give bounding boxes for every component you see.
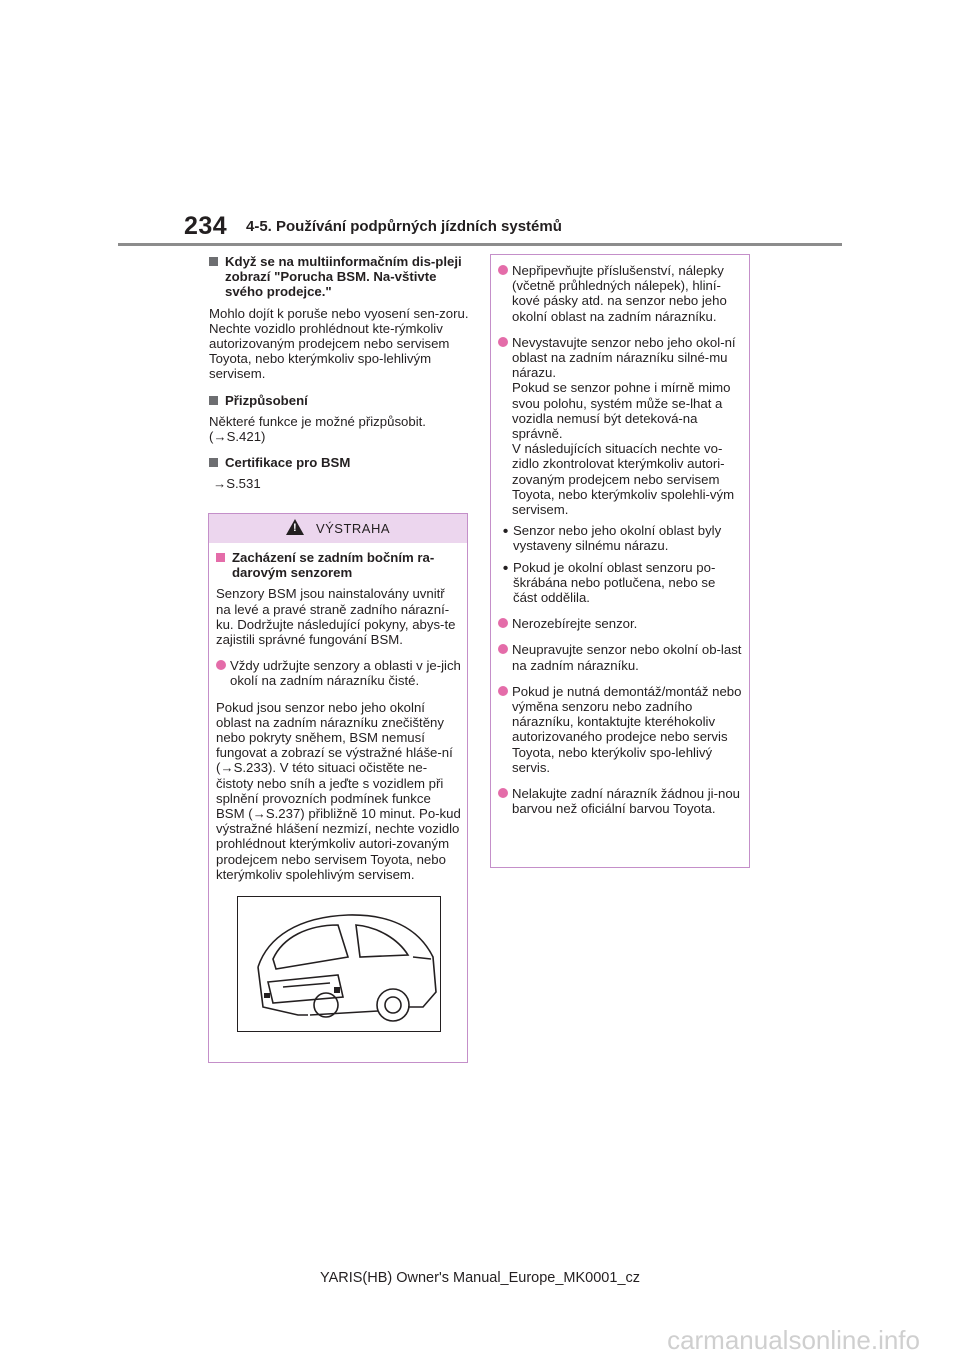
paragraph: Senzory BSM jsou nainstalovány uvnitř na levé a pravé straně zadního nárazní-ku. Dodržujte následující pokyny, abys-te zajistili správné fungování BSM. xyxy=(216,586,456,648)
bullet-item xyxy=(498,786,743,816)
dot-bullet-icon xyxy=(498,644,508,654)
heading-text: Přizpůsobení xyxy=(225,392,308,408)
paragraph: Pokud jsou senzor nebo jeho okolní oblast na zadním nárazníku znečištěny nebo pokryty sněhem, BSM nemusí fungovat a zobrazí se výstražné hláše-ní (→S.233). V této situaci očistěte ne-čistoty nebo sníh a jeďte s vozidlem při splnění provozních podmínek funkce BSM (→S.237) přibližně 10 minut. Po-kud výstražné hlášení nezmizí, nechte vozidlo prohlédnout kterýmkoliv autori-zovaným prodejcem nebo servisem Toyota, nebo kterýmkoliv spolehlivým servisem. xyxy=(216,699,461,882)
bullet-text: Vždy udržujte senzory a oblasti v je-jich okolí na zadním nárazníku čisté. xyxy=(230,658,461,689)
dot-bullet-icon xyxy=(498,686,508,696)
dash-item xyxy=(498,560,743,606)
bullet-text: Pokud je nutná demontáž/montáž nebo výměna senzoru nebo zadního nárazníku, kontaktujte kteréhokoliv autorizovaného prodejce nebo servis Toyota, nebo kterýkoliv spo-lehlivý servis. xyxy=(512,683,742,775)
bullet-item xyxy=(498,263,743,324)
warning-box xyxy=(208,513,468,1063)
bullet-text: Nevystavujte senzor nebo jeho okol-ní oblast na zadním nárazníku silné-mu nárazu. xyxy=(512,334,736,381)
warning-title: VÝSTRAHA xyxy=(315,521,391,536)
dash-text: Pokud je okolní oblast senzoru po-škrábána nebo potlučena, nebo se část oddělila. xyxy=(513,559,716,606)
square-bullet-icon xyxy=(209,458,218,467)
dash-bullet: • xyxy=(502,559,509,577)
bullet-text: Nerozebírejte senzor. xyxy=(512,616,638,632)
warning-box-continued xyxy=(490,254,750,868)
bullet-text: Neupravujte senzor nebo okolní ob-last na zadním nárazníku. xyxy=(512,642,742,673)
bullet-text: Nepřipevňujte příslušenství, nálepky (včetně průhledných nálepek), hliní-kové pásky atd. na senzor nebo jeho okolní oblast na zadním nárazníku. xyxy=(512,263,727,324)
heading-certification xyxy=(209,455,469,470)
dash-item xyxy=(498,523,743,553)
warning-triangle-icon: ! xyxy=(286,519,304,535)
dash-bullet: • xyxy=(502,523,509,541)
header-rule xyxy=(118,243,842,246)
heading-text: Když se na multiinformačním dis-pleji zobrazí "Porucha BSM. Na-vštivte svého prodejce." xyxy=(225,254,462,300)
footer-text: YARIS(HB) Owner's Manual_Europe_MK0001_cz xyxy=(319,1270,641,1286)
section-title: 4-5. Používání podpůrných jízdních systémů xyxy=(246,218,562,235)
warning-heading xyxy=(216,550,461,580)
car-rear-illustration xyxy=(237,896,441,1032)
dot-bullet-icon xyxy=(216,660,226,670)
watermark: carmanualsonline.info xyxy=(667,1325,920,1355)
bullet-item xyxy=(498,684,743,775)
bullet-text: V následujících situacích nechte vo-zidlo zkontrolovat kterýmkoliv autori-zovaným prodejcem nebo servisem Toyota, nebo kterýmkoliv spolehli-vým servisem. xyxy=(512,441,735,518)
page-number: 234 xyxy=(184,212,228,240)
paragraph: Některé funkce je možné přizpůsobit. (→S.421) xyxy=(209,413,426,445)
bullet-text: Pokud se senzor pohne i mírně mimo svou polohu, systém může se-lhat a vozidla nemusí být deteková-na správně. xyxy=(512,380,731,442)
dash-text: Senzor nebo jeho okolní oblast byly vystaveny silnému nárazu. xyxy=(513,523,722,554)
bullet-item xyxy=(216,658,461,688)
left-column xyxy=(209,254,469,492)
warning-header xyxy=(209,514,467,543)
dot-bullet-icon xyxy=(498,618,508,628)
dot-bullet-icon xyxy=(498,265,508,275)
paragraph: Mohlo dojít k poruše nebo vyosení sen-zoru. Nechte vozidlo prohlédnout kte-rýmkoliv autorizovaným prodejcem nebo servisem Toyota, nebo kterýmkoliv spo-lehlivým servisem. xyxy=(209,305,469,382)
heading-bsm-fault xyxy=(209,254,469,300)
dot-bullet-icon xyxy=(498,788,508,798)
heading-text: Certifikace pro BSM xyxy=(225,455,351,471)
square-bullet-icon xyxy=(209,396,218,405)
page-reference: →S.531 xyxy=(213,476,261,492)
dot-bullet-icon xyxy=(498,337,508,347)
heading-text: Zacházení se zadním bočním ra-darovým senzorem xyxy=(232,550,435,581)
square-bullet-icon xyxy=(209,257,218,266)
car-illustration-icon xyxy=(238,897,441,1032)
square-bullet-icon xyxy=(216,553,225,562)
bullet-item xyxy=(498,335,743,523)
heading-customization xyxy=(209,393,469,408)
bullet-item xyxy=(498,616,743,631)
bullet-text: Nelakujte zadní nárazník žádnou ji-nou barvou než oficiální barvou Toyota. xyxy=(512,786,740,817)
bullet-item xyxy=(498,642,743,672)
